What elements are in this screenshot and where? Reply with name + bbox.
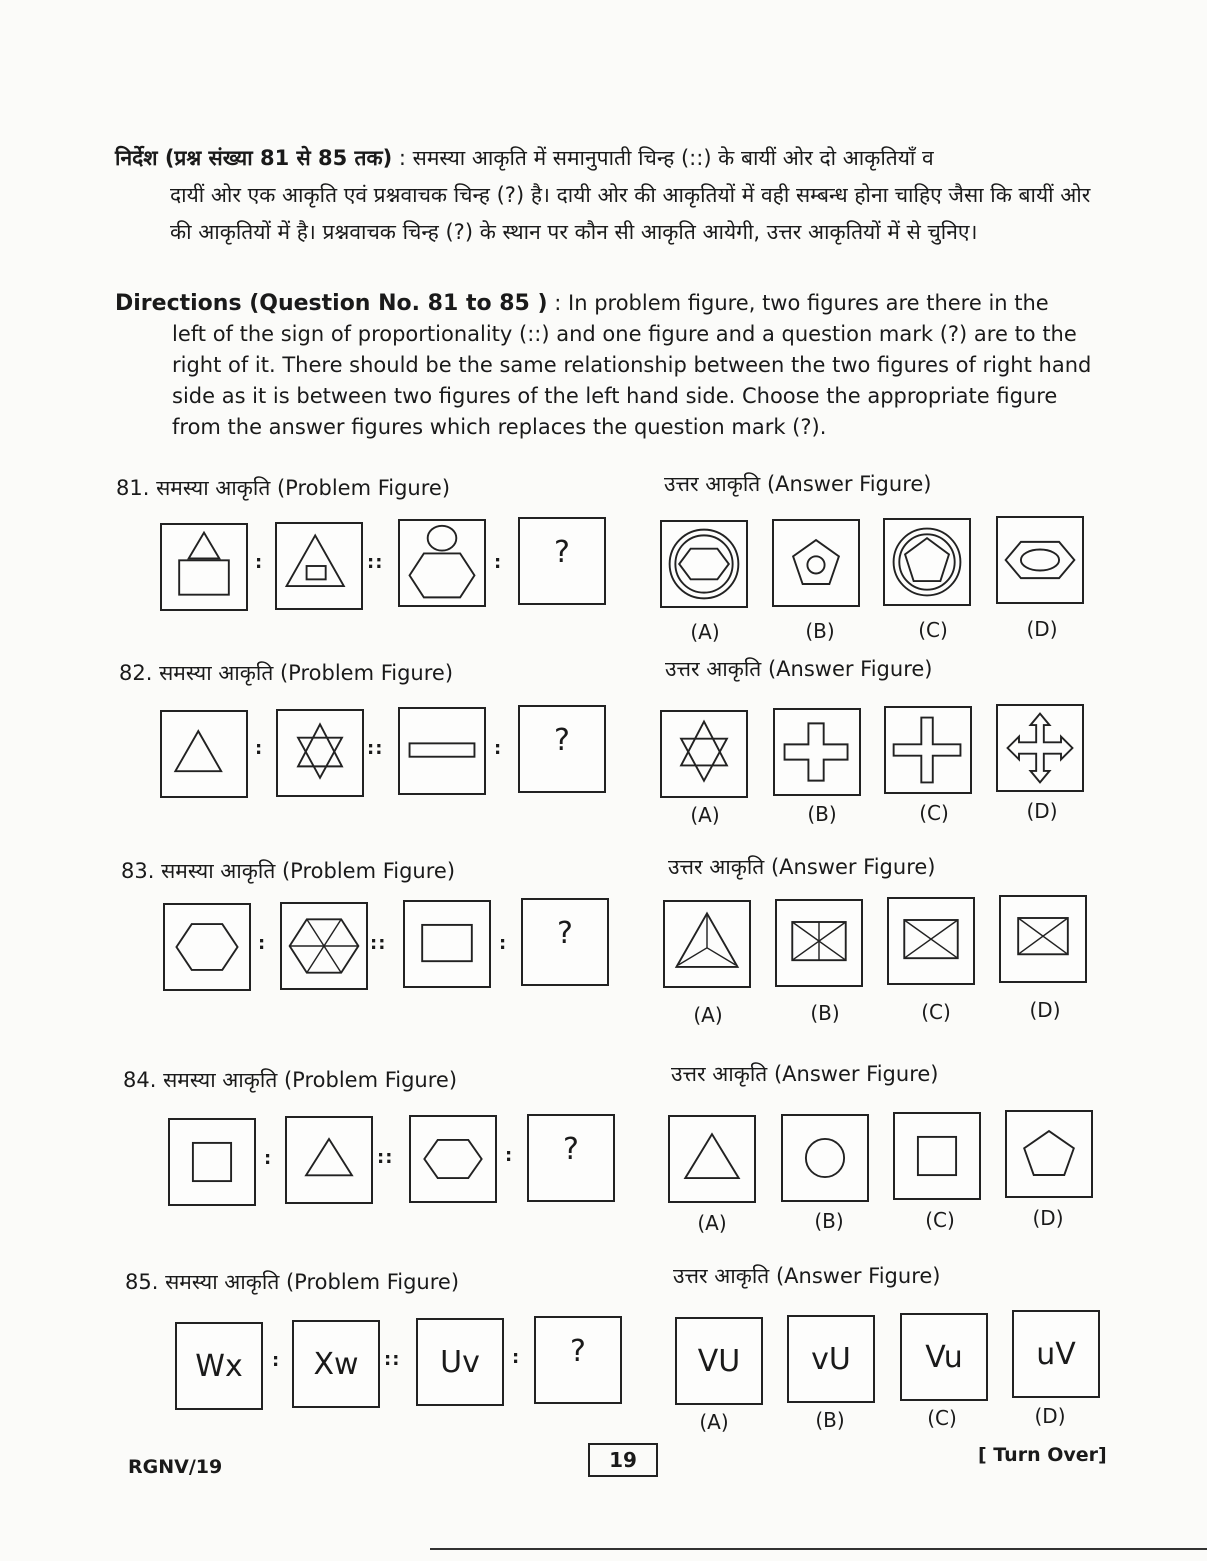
q81-problem-figure-1 xyxy=(160,523,248,611)
rectangle-with-cross-icon xyxy=(889,899,973,983)
q83-double-colon: :: xyxy=(370,933,387,954)
triangle-over-rectangle-icon xyxy=(162,525,246,609)
q85-problem-label: समस्या आकृति (Problem Figure) xyxy=(165,1270,460,1294)
q81-question-mark: ? xyxy=(554,535,570,570)
directions-english-lead: Directions (Question No. 81 to 85 ) xyxy=(115,291,548,316)
q81-answer-b xyxy=(772,519,860,607)
q84-option-a-label: (A) xyxy=(697,1211,727,1235)
q83-option-d-label: (D) xyxy=(1029,998,1061,1022)
q85-header xyxy=(125,1268,459,1296)
q83-option-b-label: (B) xyxy=(810,1001,840,1025)
q84-problem-label: समस्या आकृति (Problem Figure) xyxy=(163,1068,458,1092)
q83-header xyxy=(121,857,455,885)
q85-answer-b xyxy=(787,1315,875,1403)
q82-question-box xyxy=(518,705,606,793)
q85-answer-text-d: uV xyxy=(1036,1336,1076,1372)
q81-problem-figure-2 xyxy=(275,522,363,610)
q84-question-mark: ? xyxy=(563,1132,579,1167)
q82-problem-figure-2 xyxy=(276,709,364,797)
q82-colon-2: : xyxy=(494,738,503,759)
q85-problem-text-1: Wx xyxy=(195,1348,243,1384)
q85-option-d-label: (D) xyxy=(1034,1404,1066,1428)
q83-problem-label: समस्या आकृति (Problem Figure) xyxy=(161,859,456,883)
q84-colon-2: : xyxy=(505,1145,514,1166)
q82-answer-a xyxy=(660,710,748,798)
q82-question-mark: ? xyxy=(554,723,570,758)
q83-answer-c xyxy=(887,897,975,985)
hexagon-icon xyxy=(411,1117,495,1201)
hexagon-icon xyxy=(165,905,249,989)
q84-header xyxy=(123,1066,457,1094)
q82-option-b-label: (B) xyxy=(807,802,837,826)
q81-problem-figure-3 xyxy=(398,519,486,607)
directions-english-text2: left of the sign of proportionality (::) and one figure and a question mark (?) are to the right of it. There should be the same relationship between the two figures of right hand side as it is between two figures of the left hand side. Choose the appropriate figure from the answer figures which replaces the question mark (?). xyxy=(172,322,1092,439)
square-icon xyxy=(895,1114,979,1198)
q85-answer-label: उत्तर आकृति (Answer Figure) xyxy=(673,1264,941,1288)
q82-answer-c xyxy=(884,706,972,794)
q82-option-d-label: (D) xyxy=(1026,799,1058,823)
plus-bar-icon xyxy=(775,710,859,794)
q82-double-colon: :: xyxy=(367,738,384,759)
q81-answer-label: उत्तर आकृति (Answer Figure) xyxy=(664,472,932,496)
q85-double-colon: :: xyxy=(384,1349,401,1370)
horizontal-bar-icon xyxy=(400,709,484,793)
star-of-david-icon xyxy=(662,712,746,796)
q84-problem-figure-2 xyxy=(285,1116,373,1204)
q82-answer-b xyxy=(773,708,861,796)
rectangle-icon xyxy=(405,902,489,986)
hexagon-with-arrows-icon xyxy=(282,904,366,988)
four-arrow-cross-icon xyxy=(998,706,1082,790)
q84-answer-a xyxy=(668,1115,756,1203)
q81-header xyxy=(116,474,450,502)
q81-colon-2: : xyxy=(494,552,503,573)
q82-option-a-label: (A) xyxy=(690,803,720,827)
q85-number: 85. xyxy=(125,1270,159,1294)
plus-bar-icon xyxy=(886,708,970,792)
q83-answer-d xyxy=(999,895,1087,983)
q83-question-box xyxy=(521,898,609,986)
q84-question-box xyxy=(527,1114,615,1202)
directions-english-text1: : In problem figure, two figures are there in the xyxy=(554,291,1049,315)
q81-number: 81. xyxy=(116,476,150,500)
directions-hindi-text1: : समस्या आकृति में समानुपाती चिन्ह (::) के बायीं ओर दो आकृतियाँ व xyxy=(398,146,934,170)
q84-option-d-label: (D) xyxy=(1032,1206,1064,1230)
q85-option-c-label: (C) xyxy=(927,1406,957,1430)
q84-problem-figure-3 xyxy=(409,1115,497,1203)
q81-option-c-label: (C) xyxy=(918,618,948,642)
circle-icon xyxy=(783,1116,867,1200)
q84-number: 84. xyxy=(123,1068,157,1092)
q85-question-mark: ? xyxy=(570,1334,586,1369)
square-icon xyxy=(170,1120,254,1204)
q85-question-box xyxy=(534,1316,622,1404)
q83-answer-b xyxy=(775,899,863,987)
star-of-david-icon xyxy=(278,711,362,795)
q85-answer-c xyxy=(900,1313,988,1401)
hexagon-in-double-circle-icon xyxy=(662,522,746,606)
q85-problem-text-3: Uv xyxy=(440,1344,480,1380)
q81-question-box xyxy=(518,517,606,605)
q84-option-c-label: (C) xyxy=(925,1208,955,1232)
q85-answer-text-b: vU xyxy=(811,1341,851,1377)
rectangle-in-triangle-icon xyxy=(277,524,361,608)
q85-problem-text-2: Xw xyxy=(313,1346,359,1382)
q81-double-colon: :: xyxy=(367,552,384,573)
circle-over-hexagon-icon xyxy=(400,521,484,605)
triangle-with-arrows-icon xyxy=(665,902,749,986)
q84-problem-figure-1 xyxy=(168,1118,256,1206)
rectangle-with-arrows-icon xyxy=(777,901,861,985)
bottom-rule xyxy=(430,1548,1207,1550)
q83-option-c-label: (C) xyxy=(921,1000,951,1024)
q85-problem-figure-3 xyxy=(416,1318,504,1406)
triangle-icon xyxy=(162,712,246,796)
q81-problem-label: समस्या आकृति (Problem Figure) xyxy=(156,476,451,500)
pentagon-in-double-circle-icon xyxy=(885,520,969,604)
q85-option-a-label: (A) xyxy=(699,1410,729,1434)
footer-code: RGNV/19 xyxy=(128,1456,223,1478)
circle-in-pentagon-icon xyxy=(774,521,858,605)
q84-answer-label: उत्तर आकृति (Answer Figure) xyxy=(671,1062,939,1086)
directions-hindi-lead: निर्देश (प्रश्न संख्या 81 से 85 तक) xyxy=(115,146,393,170)
q83-problem-figure-2 xyxy=(280,902,368,990)
q85-problem-figure-2 xyxy=(292,1320,380,1408)
q82-number: 82. xyxy=(119,661,153,685)
pentagon-icon xyxy=(1007,1112,1091,1196)
directions-english xyxy=(115,288,1105,443)
q83-question-mark: ? xyxy=(557,916,573,951)
directions-hindi-text2: दायीं ओर एक आकृति एवं प्रश्नवाचक चिन्ह (?) है। दायी ओर की आकृतियों में वही सम्बन्ध होना चाहिए जैसा कि बायीं ओर की आकृतियों में है। प्रश्नवाचक चिन्ह (?) के स्थान पर कौन सी आकृति आयेगी, उत्तर आकृतियों में से चुनिए। xyxy=(170,183,1091,244)
q82-colon: : xyxy=(255,738,264,759)
q85-answer-text-c: Vu xyxy=(925,1339,963,1375)
turn-over: [ Turn Over] xyxy=(978,1444,1107,1466)
q83-answer-label: उत्तर आकृति (Answer Figure) xyxy=(668,855,936,879)
q82-answer-label: उत्तर आकृति (Answer Figure) xyxy=(665,657,933,681)
q81-colon: : xyxy=(255,552,264,573)
q84-answer-d xyxy=(1005,1110,1093,1198)
q84-option-b-label: (B) xyxy=(814,1209,844,1233)
triangle-icon xyxy=(287,1118,371,1202)
q83-problem-figure-1 xyxy=(163,903,251,991)
directions-hindi xyxy=(115,140,1105,251)
q81-option-a-label: (A) xyxy=(690,620,720,644)
q83-colon: : xyxy=(258,933,267,954)
q83-answer-a xyxy=(663,900,751,988)
q81-answer-d xyxy=(996,516,1084,604)
q85-answer-d xyxy=(1012,1310,1100,1398)
q85-colon-2: : xyxy=(512,1347,521,1368)
q83-problem-figure-3 xyxy=(403,900,491,988)
q81-answer-a xyxy=(660,520,748,608)
page-number: 19 xyxy=(588,1443,658,1477)
q84-colon: : xyxy=(264,1148,273,1169)
q84-answer-b xyxy=(781,1114,869,1202)
triangle-icon xyxy=(670,1117,754,1201)
q85-answer-text-a: VU xyxy=(697,1343,741,1379)
q84-answer-c xyxy=(893,1112,981,1200)
rectangle-with-cross-icon xyxy=(1001,897,1085,981)
ellipse-in-hexagon-icon xyxy=(998,518,1082,602)
q82-option-c-label: (C) xyxy=(919,801,949,825)
q83-option-a-label: (A) xyxy=(693,1003,723,1027)
q82-header xyxy=(119,659,453,687)
q84-double-colon: :: xyxy=(377,1147,394,1168)
q82-problem-label: समस्या आकृति (Problem Figure) xyxy=(159,661,454,685)
q85-answer-a xyxy=(675,1317,763,1405)
q81-option-d-label: (D) xyxy=(1026,617,1058,641)
q85-problem-figure-1 xyxy=(175,1322,263,1410)
q85-colon: : xyxy=(272,1350,281,1371)
q83-colon-2: : xyxy=(499,933,508,954)
q82-problem-figure-3 xyxy=(398,707,486,795)
q82-problem-figure-1 xyxy=(160,710,248,798)
q85-option-b-label: (B) xyxy=(815,1408,845,1432)
q81-option-b-label: (B) xyxy=(805,619,835,643)
q81-answer-c xyxy=(883,518,971,606)
q83-number: 83. xyxy=(121,859,155,883)
q82-answer-d xyxy=(996,704,1084,792)
